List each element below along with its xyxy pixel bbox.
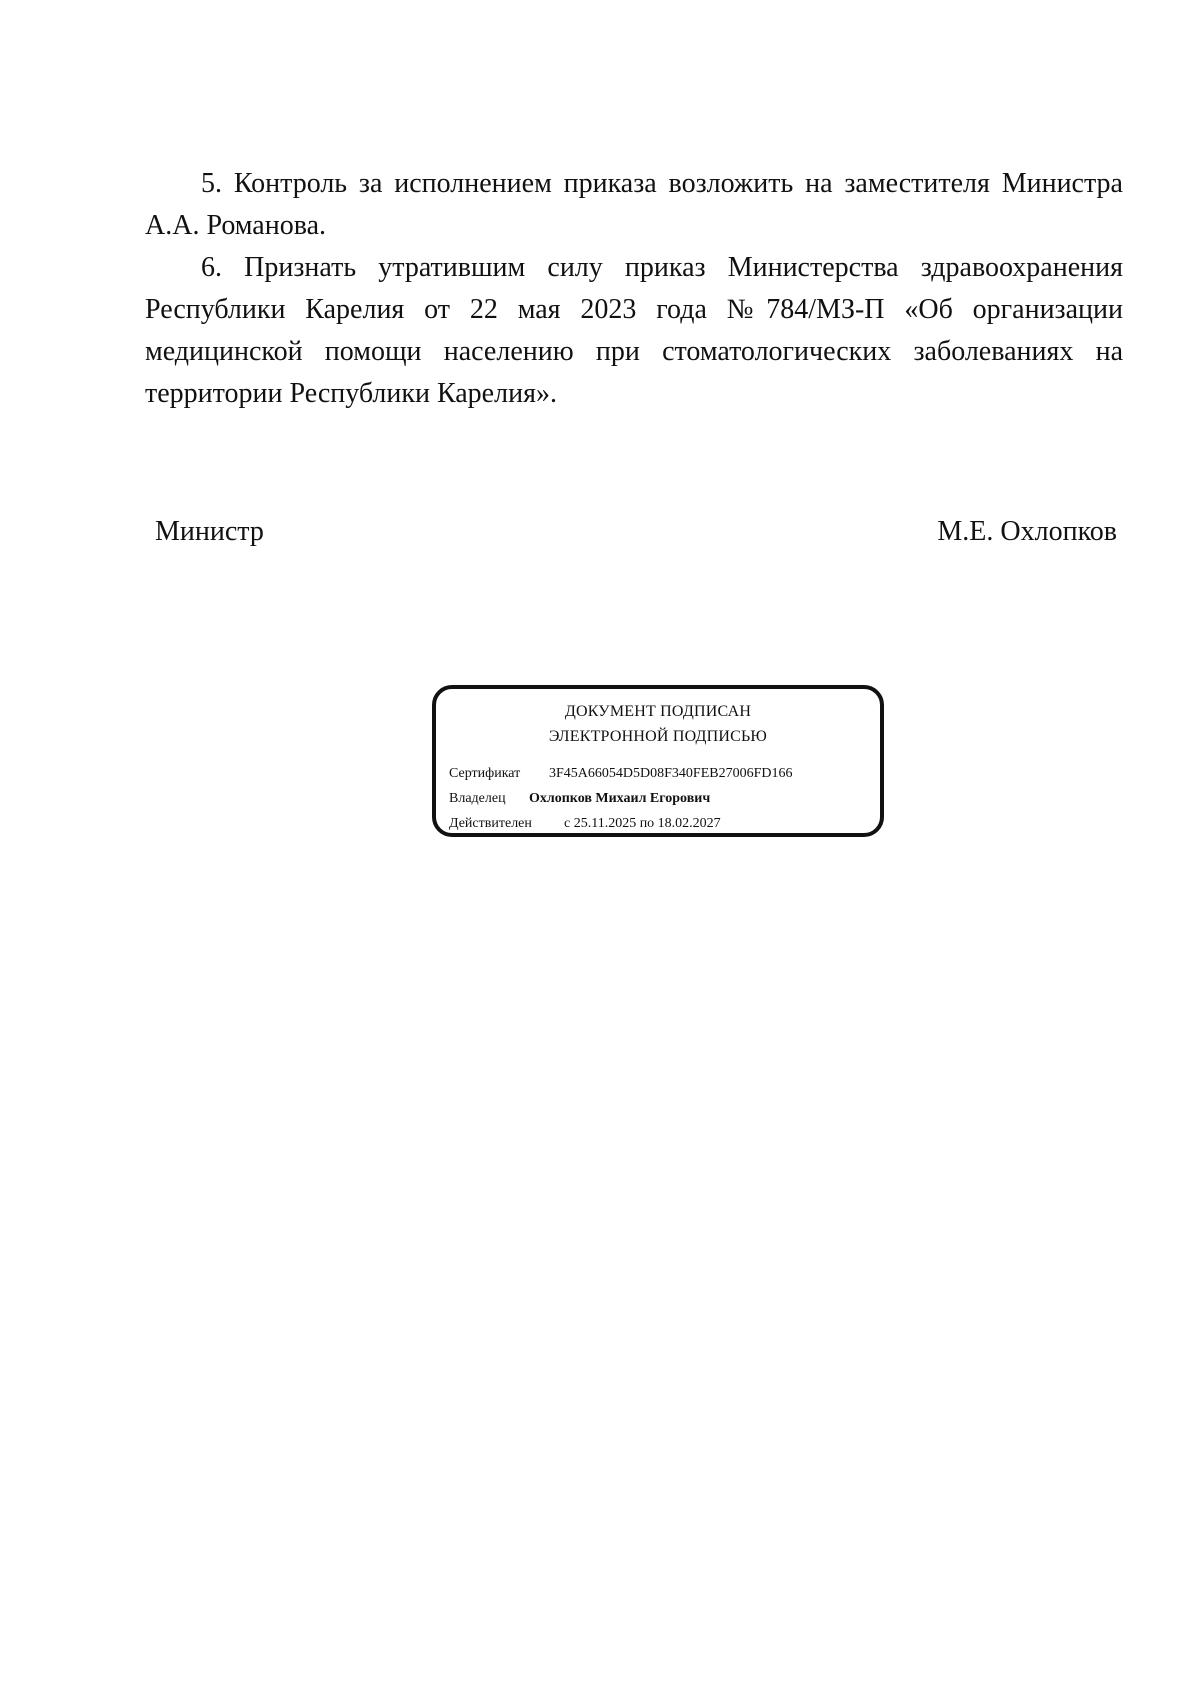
certificate-value: 3F45A66054D5D08F340FEB27006FD166: [549, 766, 793, 781]
valid-value: с 25.11.2025 по 18.02.2027: [564, 816, 721, 831]
valid-label: Действителен: [449, 816, 532, 831]
owner-label: Владелец: [449, 791, 506, 806]
signer-role: Министр: [155, 516, 264, 547]
stamp-title-line-2: ЭЛЕКТРОННОЙ ПОДПИСЬЮ: [548, 728, 768, 745]
stamp-title: [436, 699, 880, 749]
stamp-validity-row: [449, 814, 721, 834]
stamp-certificate-row: [449, 764, 792, 784]
owner-value: Охлопков Михаил Егорович: [529, 791, 711, 806]
certificate-label: Сертификат: [449, 766, 521, 781]
document-body: [145, 163, 1123, 415]
electronic-signature-stamp: [432, 685, 884, 837]
signer-name: М.Е. Охлопков: [937, 516, 1117, 547]
stamp-owner-row: [449, 789, 710, 809]
paragraph-5: 5. Контроль за исполнением приказа возложить на заместителя Министра А.А. Романова.: [145, 168, 1123, 241]
paragraph-6: 6. Признать утратившим силу приказ Министерства здравоохранения Республики Карелия от 22 мая 2023 года №784/МЗ-П «Об организации медицинской помощи населению при стоматологических заболеваниях на территории Республики Карелия».: [145, 252, 1123, 409]
signature-block: [155, 512, 1117, 552]
stamp-title-line-1: ДОКУМЕНТ ПОДПИСАН: [564, 703, 752, 720]
